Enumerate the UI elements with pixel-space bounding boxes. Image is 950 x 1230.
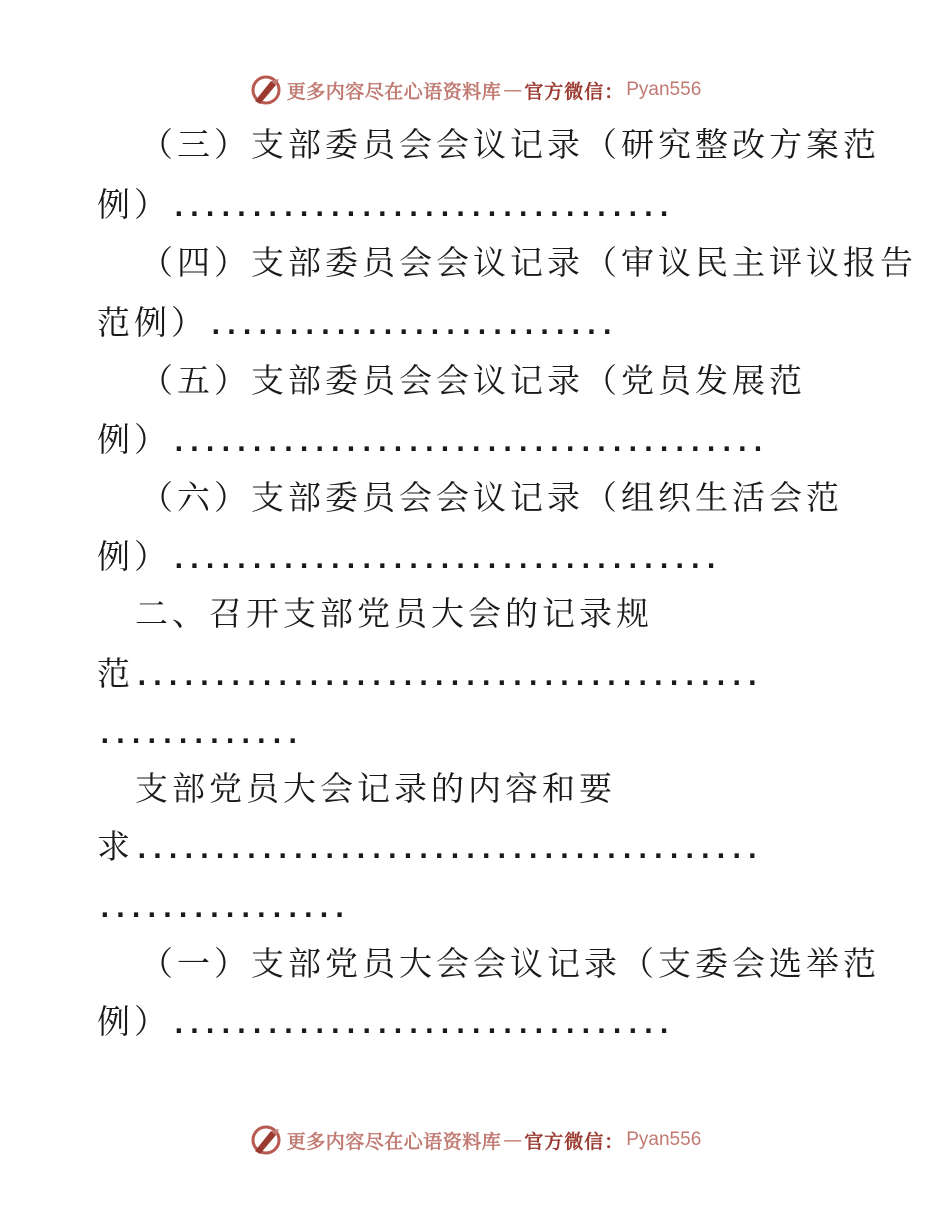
toc-section-2-leader-cont — [97, 712, 301, 755]
banner-wechat-id: Pyan556 — [626, 79, 702, 100]
toc-entry-6-leader — [97, 537, 719, 580]
toc-sub-content-title: 支部党员大会记录的内容和要 — [135, 769, 616, 808]
toc-entry-1-title: （一）支部党员大会会议记录（支委会选举范 — [140, 944, 880, 983]
toc-entry-4-title: （四）支部委员会会议记录（审议民主评议报告 — [140, 243, 917, 282]
toc-entry-4-leader — [97, 303, 615, 346]
toc-sub-content-leader-cont — [97, 886, 347, 929]
toc-entry-3-title: （三）支部委员会会议记录（研究整改方案范 — [140, 125, 880, 164]
toc-sub-content-dots: ........................................ — [134, 835, 761, 865]
toc-section-2-dots-cont: ............. — [97, 720, 301, 750]
toc-entry-6-tail: 例） — [97, 537, 171, 576]
banner-wechat-id: Pyan556 — [626, 1129, 702, 1150]
toc-sub-content-dots-cont: ................ — [97, 894, 348, 924]
toc-section-2-leader — [97, 654, 760, 697]
banner-main-text: 更多内容尽在心语资料库 — [286, 80, 502, 103]
toc-entry-4-tail: 范例） — [97, 303, 208, 342]
banner-wechat-label: 官方微信： — [524, 1130, 625, 1153]
toc-entry-5-title: （五）支部委员会会议记录（党员发展范 — [140, 361, 806, 400]
toc-entry-1-dots: ................................ — [171, 1010, 672, 1040]
toc-entry-6-title: （六）支部委员会会议记录（组织生活会范 — [140, 478, 843, 517]
toc-entry-3-leader — [97, 185, 672, 228]
toc-entry-6-dots: ................................... — [171, 545, 719, 575]
toc-sub-content-leader — [97, 827, 760, 870]
banner-dash: — — [503, 79, 523, 101]
pen-nib-logo-icon — [249, 1123, 283, 1157]
banner-wechat-label: 官方微信： — [524, 80, 625, 103]
toc-section-2-title: 二、召开支部党员大会的记录规 — [135, 594, 653, 633]
toc-entry-5-dots: ...................................... — [171, 428, 766, 458]
toc-entry-4-dots: .......................... — [208, 311, 615, 341]
toc-entry-1-leader — [97, 1002, 672, 1045]
banner-main-text: 更多内容尽在心语资料库 — [286, 1130, 502, 1153]
toc-entry-3-tail: 例） — [97, 185, 171, 224]
toc-entry-3-dots: ................................ — [171, 193, 672, 223]
toc-section-2-tail: 范 — [97, 654, 134, 693]
toc-entry-5-tail: 例） — [97, 420, 171, 459]
toc-sub-content-tail: 求 — [97, 827, 134, 866]
toc-entry-1-tail: 例） — [97, 1002, 171, 1041]
banner-dash: — — [503, 1129, 523, 1151]
toc-section-2-dots: ........................................ — [134, 662, 761, 692]
toc-entry-5-leader — [97, 420, 766, 463]
footer-watermark — [0, 1120, 950, 1160]
